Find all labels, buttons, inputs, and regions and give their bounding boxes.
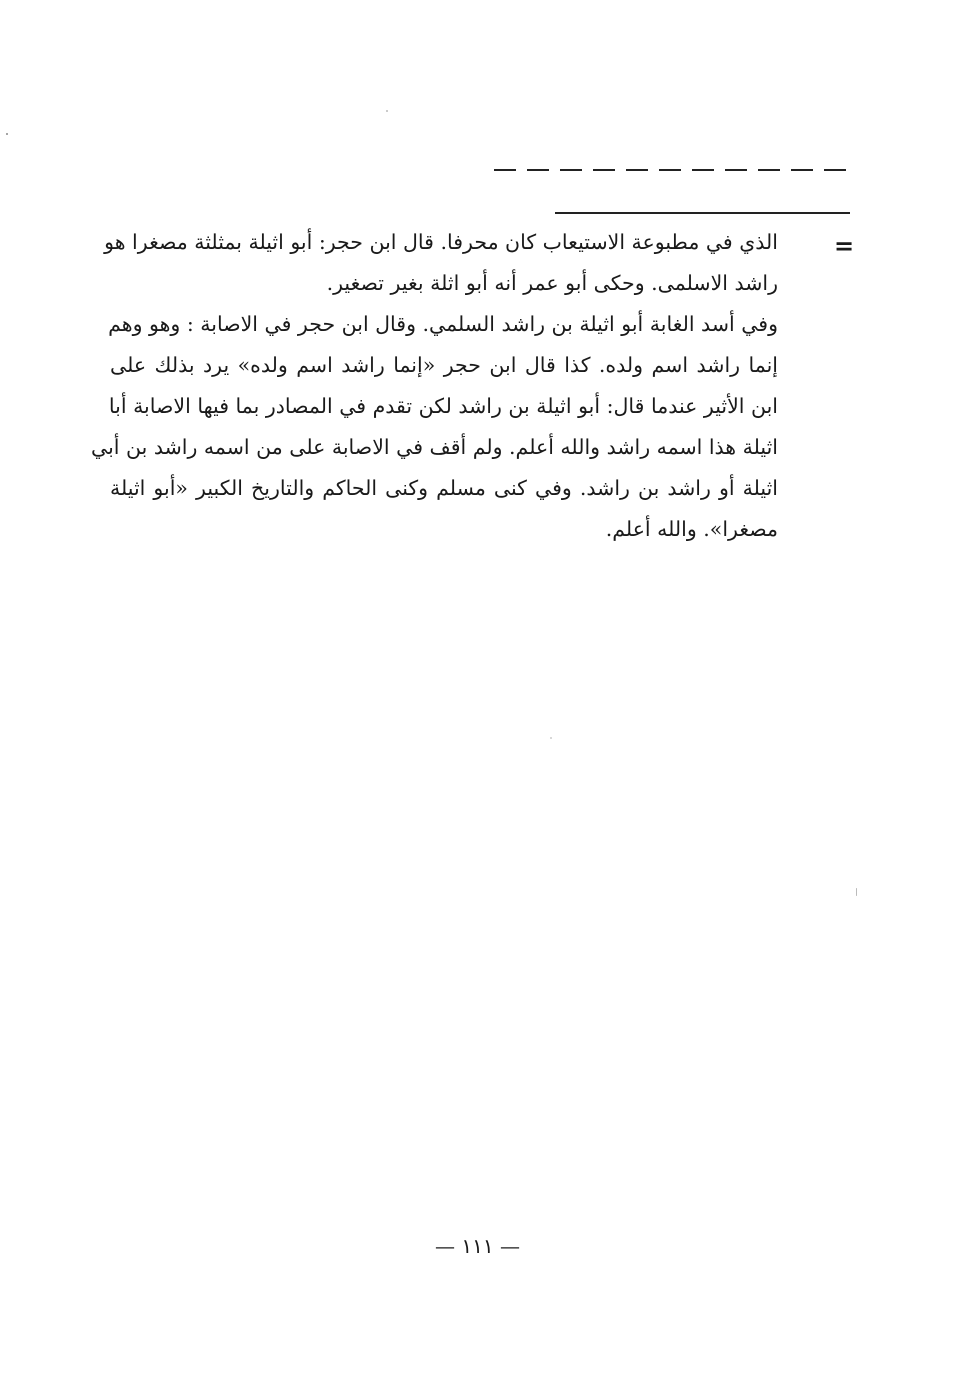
footnote-line: اثيلة أو راشد بن راشد. وفي كنى مسلم وكنى الحاكم والتاريخ الكبير «أبو اثيلة [110, 476, 778, 500]
page-number: — ١١١ — [435, 1234, 520, 1258]
scan-speck [6, 133, 8, 135]
footnote-continuation-mark: = [834, 231, 855, 260]
footnote-separator-rule [555, 212, 850, 214]
footnote-line: راشد الاسلمى. وحكى أبو عمر أنه أبو اثلة بغير تصغير. [326, 271, 778, 295]
footnote-text [91, 222, 778, 550]
footnote-line: ابن الأثير عندما قال: أبو اثيلة بن راشد لكن تقدم في المصادر بما فيها الاصابة أبا [108, 394, 778, 418]
footnote-line: مصغرا». والله أعلم. [605, 517, 778, 541]
footnote-line: إنما راشد اسم ولده. كذا قال ابن حجر «إنما راشد اسم ولده» يرد بذلك على [110, 353, 778, 377]
scan-speck [550, 737, 552, 739]
footnote-line: وفي أسد الغابة أبو اثيلة بن راشد السلمي. وقال ابن حجر في الاصابة : وهو وهم [108, 312, 778, 336]
footnote-line: الذي في مطبوعة الاستيعاب كان محرفا. قال ابن حجر: أبو اثيلة بمثلثة مصغرا هو [104, 230, 778, 254]
scan-speck [856, 888, 857, 896]
scan-speck [386, 110, 388, 112]
footnote-line: اثيلة هذا اسمه راشد والله أعلم. ولم أقف في الاصابة على من اسمه راشد بن أبي [91, 435, 778, 459]
dashed-separator-rule [494, 169, 850, 171]
